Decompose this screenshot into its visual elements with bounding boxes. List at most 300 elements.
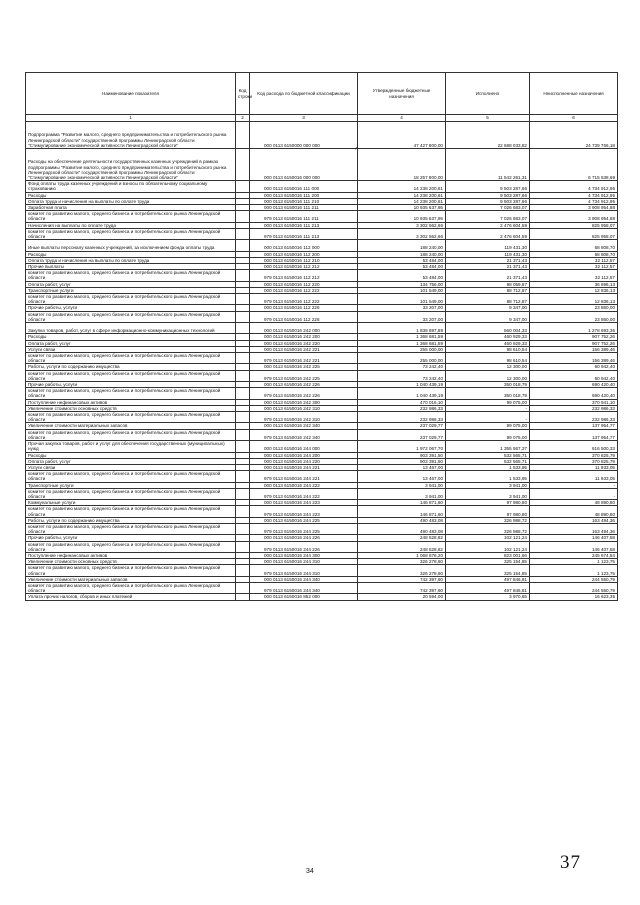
row-name: комитет по развитию малого, среднего бизнеса и потребительского рынка Ленинградской области [26,541,236,552]
row-executed: 97 980,80 [446,500,530,506]
row-approved: 1 068 676,20 [358,552,446,558]
row-approved: 248 528,82 [358,535,446,541]
row-executed: 12 300,00 [446,370,530,381]
row-budget-code: 000 0113 6150016 852 000 [250,594,358,600]
header-name: Наименование показателя [26,73,236,115]
row-unexecuted: 32 112,57 [530,264,618,270]
row-line-code [236,412,250,423]
row-name: комитет по развитию малого, среднего бизнеса и потребительского рынка Ленинградской области [26,353,236,364]
header-line: Код строки [236,73,250,115]
row-budget-code: 000 0113 6150016 242 300 [250,399,358,405]
row-line-code [236,323,250,334]
row-executed: 3 970,65 [446,594,530,600]
table-row [26,488,618,499]
row-name: Оплата работ, услуг [26,281,236,287]
row-approved: 742 397,60 [358,576,446,582]
row-unexecuted: 1 278 693,36 [530,323,618,334]
row-executed: 497 846,81 [446,576,530,582]
row-approved: 1 972 067,70 [358,441,446,452]
row-budget-code: 000 0113 6150016 111 211 [250,205,358,211]
row-unexecuted: 11 933,05 [530,464,618,470]
row-approved: 73 242,40 [358,370,446,381]
row-unexecuted: - [530,482,618,488]
row-executed: 1 355 567,37 [446,441,530,452]
row-approved: 742 397,60 [358,582,446,593]
row-executed: 532 565,71 [446,458,530,464]
row-unexecuted: 825 958,07 [530,222,618,228]
row-approved: 490 483,08 [358,523,446,534]
table-row [26,594,618,600]
row-budget-code: 979 0113 6150016 244 310 [250,565,358,576]
row-budget-code: 979 0113 6150016 244 340 [250,582,358,593]
row-executed: 3 941,00 [446,488,530,499]
row-executed: 119 431,30 [446,251,530,257]
row-executed: 88 712,87 [446,294,530,305]
row-line-code [236,488,250,499]
row-name: Оплата труда и начисления на выплаты по оплате труда [26,198,236,204]
row-line-code [236,370,250,381]
row-name: Оплата работ, услуг [26,458,236,464]
row-budget-code: 979 0113 6150016 242 226 [250,388,358,399]
row-budget-code: 000 0113 6150016 112 222 [250,287,358,293]
row-name: Работы, услуги по содержанию имущества [26,364,236,370]
row-unexecuted: 232 986,33 [530,412,618,423]
row-budget-code: 000 0113 6150016 112 200 [250,251,358,257]
row-budget-code: 000 0113 6150000 000 000 [250,122,358,149]
row-budget-code: 979 0113 6150016 112 226 [250,311,358,322]
row-name: Начисления на выплаты по оплате труда [26,222,236,228]
row-line-code [236,228,250,239]
row-unexecuted: 12 836,13 [530,287,618,293]
row-unexecuted: 3 908 954,88 [530,205,618,211]
row-executed: 21 371,43 [446,270,530,281]
table-body [26,122,618,601]
row-unexecuted: 245 674,54 [530,552,618,558]
row-name: Увеличение стоимости основных средств [26,405,236,411]
row-approved: 73 242,40 [358,364,446,370]
row-budget-code: 979 0113 6150016 244 222 [250,488,358,499]
row-executed: 99 075,00 [446,399,530,405]
row-line-code [236,240,250,251]
row-approved: 101 549,00 [358,287,446,293]
row-name: Иные выплаты персоналу казенных учреждений, за исключением фонда оплаты труда [26,240,236,251]
column-number: 4 [358,115,446,122]
table-row [26,149,618,181]
row-unexecuted: 16 623,35 [530,594,618,600]
row-budget-code: 000 0113 6150016 111 210 [250,198,358,204]
row-executed: 326 988,72 [446,517,530,523]
row-budget-code: 000 0113 6150016 242 220 [250,340,358,346]
row-executed: 99 075,00 [446,429,530,440]
row-budget-code: 000 0113 6150016 242 200 [250,334,358,340]
row-approved: 1 838 697,89 [358,323,446,334]
table-row [26,294,618,305]
row-unexecuted: 1 123,75 [530,565,618,576]
row-line-code [236,582,250,593]
row-name: комитет по развитию малого, среднего бизнеса и потребительского рынка Ленинградской области [26,488,236,499]
row-name: комитет по развитию малого, среднего бизнеса и потребительского рынка Ленинградской области [26,311,236,322]
row-budget-code: 000 0113 6150016 111 213 [250,222,358,228]
row-approved: 3 302 562,66 [358,228,446,239]
row-unexecuted: 11 933,05 [530,471,618,482]
row-executed: 12 300,00 [446,364,530,370]
table-row [26,429,618,440]
row-unexecuted: 24 739 766,18 [530,122,618,149]
row-approved: 255 000,00 [358,346,446,352]
row-unexecuted: 23 860,00 [530,311,618,322]
row-budget-code: 000 0113 6150016 112 220 [250,281,358,287]
header-approved: Утвержденные бюджетные назначения [358,73,446,115]
row-executed: 460 929,33 [446,340,530,346]
table-row [26,412,618,423]
row-name: Поступление нефинансовых активов [26,399,236,405]
row-name: Прочие выплаты [26,264,236,270]
row-approved: 1 368 681,59 [358,340,446,346]
table-row [26,353,618,364]
row-executed: 97 980,80 [446,506,530,517]
column-number: 3 [250,115,358,122]
row-approved: 53 484,00 [358,264,446,270]
row-approved: 14 238 200,61 [358,198,446,204]
row-name: Прочие работы, услуги [26,535,236,541]
row-unexecuted: 137 954,77 [530,423,618,429]
row-unexecuted: 244 550,79 [530,582,618,593]
row-unexecuted: 4 734 912,95 [530,192,618,198]
row-budget-code: 000 0113 6150016 244 220 [250,458,358,464]
row-executed: 9 503 287,66 [446,192,530,198]
row-name: Услуги связи [26,346,236,352]
table-row [26,181,618,192]
row-unexecuted: 146 407,58 [530,535,618,541]
row-approved: 188 240,00 [358,240,446,251]
row-executed: 2 476 604,59 [446,228,530,239]
row-name: комитет по развитию малого, среднего бизнеса и потребительского рынка Ленинградской области [26,270,236,281]
row-unexecuted: 68 808,70 [530,251,618,257]
row-unexecuted: 1 123,75 [530,559,618,565]
row-approved: 53 484,00 [358,270,446,281]
row-approved: 3 941,00 [358,482,446,488]
row-budget-code: 000 0113 6150016 244 300 [250,552,358,558]
row-executed: 102 121,24 [446,541,530,552]
row-name: Оплата труда и начисления на выплаты по оплате труда [26,257,236,263]
table-row [26,471,618,482]
row-executed: 560 004,33 [446,323,530,334]
row-unexecuted: 48 890,80 [530,506,618,517]
row-executed: 21 371,43 [446,257,530,263]
row-line-code [236,506,250,517]
row-name: Закупка товаров, работ, услуг в сфере информационно-коммуникационных технологий [26,323,236,334]
row-name: Оплата работ, услуг [26,340,236,346]
row-executed: 823 001,66 [446,552,530,558]
row-unexecuted: 23 860,00 [530,305,618,311]
row-budget-code: 000 0113 6150016 244 223 [250,500,358,506]
row-name: комитет по развитию малого, среднего бизнеса и потребительского рынка Ленинградской области [26,582,236,593]
row-executed: 1 533,95 [446,464,530,470]
row-line-code [236,311,250,322]
row-approved: 232 986,33 [358,405,446,411]
row-executed: 460 929,33 [446,334,530,340]
row-unexecuted: 60 942,40 [530,370,618,381]
row-unexecuted: 146 407,58 [530,541,618,552]
row-budget-code: 000 0113 6150016 244 222 [250,482,358,488]
header-executed: Исполнено [446,73,530,115]
row-line-code [236,541,250,552]
row-approved: 903 391,50 [358,458,446,464]
row-name: Увеличение стоимости основных средств [26,559,236,565]
row-executed: 98 610,54 [446,346,530,352]
row-unexecuted: 163 494,36 [530,517,618,523]
row-budget-code: 000 0113 6150016 112 000 [250,240,358,251]
row-executed: 88 712,87 [446,287,530,293]
row-approved: 248 528,82 [358,541,446,552]
row-name: Фонд оплаты труда казенных учреждений и взносы по обязательному социальному страхованию [26,181,236,192]
row-approved: 3 302 562,66 [358,222,446,228]
row-unexecuted: 60 942,40 [530,364,618,370]
row-approved: 134 756,00 [358,281,446,287]
row-name: Расходы [26,192,236,198]
row-unexecuted: 690 420,40 [530,388,618,399]
column-number-row [26,115,618,122]
row-unexecuted: - [530,488,618,499]
row-name: комитет по развитию малого, среднего бизнеса и потребительского рынка Ленинградской области [26,565,236,576]
table-row [26,565,618,576]
row-executed: 9 503 287,66 [446,181,530,192]
row-budget-code: 000 0113 6150016 244 200 [250,452,358,458]
column-number: 2 [236,115,250,122]
handwritten-sheet-number: 37 [560,852,581,873]
row-unexecuted: 156 389,46 [530,353,618,364]
row-budget-code: 979 0113 6150016 112 212 [250,270,358,281]
row-executed: 325 154,85 [446,565,530,576]
row-unexecuted: 6 715 538,69 [530,149,618,181]
row-name: Транспортные услуги [26,287,236,293]
row-budget-code: 979 0113 6150016 244 225 [250,523,358,534]
row-approved: 14 238 200,61 [358,192,446,198]
row-unexecuted: 370 825,79 [530,452,618,458]
table-row [26,211,618,222]
row-name: комитет по развитию малого, среднего бизнеса и потребительского рынка Ленинградской области [26,388,236,399]
row-name: комитет по развитию малого, среднего бизнеса и потребительского рынка Ленинградской области [26,471,236,482]
row-budget-code: 979 0113 6150016 112 222 [250,294,358,305]
row-budget-code: 979 0113 6150016 244 226 [250,541,358,552]
row-unexecuted: 32 112,57 [530,257,618,263]
table-row [26,388,618,399]
row-line-code [236,471,250,482]
row-name: Транспортные услуги [26,482,236,488]
row-line-code [236,294,250,305]
row-executed: 119 431,30 [446,240,530,251]
row-budget-code: 000 0113 6150016 244 221 [250,464,358,470]
row-approved: 53 484,00 [358,257,446,263]
column-number: 1 [26,115,236,122]
row-executed: - [446,405,530,411]
row-executed: 1 533,95 [446,471,530,482]
column-number: 5 [446,115,530,122]
row-name: Расходы на обеспечение деятельности государственных казенных учреждений в рамках подпрограммы "Развитие малого, среднего предпринимательства и потребительского рынка Ленинградской области" государственной программы Ленинградской области "Стимулирование экономической активности Ленинградской области" [26,149,236,181]
row-unexecuted: 907 752,26 [530,340,618,346]
table-row [26,506,618,517]
row-budget-code: 979 0113 6150016 244 223 [250,506,358,517]
budget-execution-table [25,72,618,601]
row-unexecuted: 825 958,07 [530,228,618,239]
row-approved: 10 935 637,95 [358,205,446,211]
row-name: Заработная плата [26,205,236,211]
row-executed: 350 018,79 [446,388,530,399]
row-approved: 237 029,77 [358,429,446,440]
row-approved: 490 483,08 [358,517,446,523]
row-approved: 13 467,00 [358,464,446,470]
row-unexecuted: 68 808,70 [530,240,618,251]
row-executed: 325 154,85 [446,559,530,565]
row-line-code [236,353,250,364]
table-row [26,240,618,251]
row-executed: 22 688 033,82 [446,122,530,149]
row-budget-code: 979 0113 6150016 242 310 [250,412,358,423]
row-unexecuted: 907 752,26 [530,334,618,340]
row-executed: 497 846,81 [446,582,530,593]
row-executed: 9 503 287,66 [446,198,530,204]
table-row [26,323,618,334]
row-unexecuted: 3 908 954,88 [530,211,618,222]
row-name: комитет по развитию малого, среднего бизнеса и потребительского рынка Ленинградской области [26,523,236,534]
row-budget-code: 000 0113 6150016 242 310 [250,405,358,411]
header-budget-code: Код расхода по бюджетной классификации [250,73,358,115]
row-name: Услуги связи [26,464,236,470]
column-number: 6 [530,115,618,122]
row-budget-code: 000 0113 6150016 000 000 [250,149,358,181]
row-line-code [236,594,250,600]
check-mark: ✓ [354,146,360,152]
row-unexecuted: 690 420,40 [530,382,618,388]
row-unexecuted: 616 500,33 [530,441,618,452]
row-executed: 102 121,24 [446,535,530,541]
row-executed: 350 018,79 [446,382,530,388]
row-name: Расходы [26,334,236,340]
row-approved: 18 257 800,00 [358,149,446,181]
table-row [26,541,618,552]
table-row [26,311,618,322]
row-executed: 532 565,71 [446,452,530,458]
header-row [26,73,618,115]
row-budget-code: 000 0113 6150016 244 226 [250,535,358,541]
row-line-code [236,388,250,399]
row-executed: 11 542 261,31 [446,149,530,181]
row-budget-code: 000 0113 6150016 112 212 [250,264,358,270]
row-approved: 1 368 681,59 [358,334,446,340]
row-approved: 13 467,00 [358,471,446,482]
row-name: Прочая закупка товаров, работ и услуг для обеспечения государственных (муниципальных) нужд [26,441,236,452]
row-unexecuted: 232 986,33 [530,405,618,411]
row-budget-code: 000 0113 6150016 244 340 [250,576,358,582]
row-line-code [236,429,250,440]
table-row [26,270,618,281]
row-unexecuted: 163 494,36 [530,523,618,534]
row-budget-code: 000 0113 6150016 242 221 [250,346,358,352]
row-approved: 14 238 200,61 [358,181,446,192]
row-approved: 470 016,10 [358,399,446,405]
row-budget-code: 000 0113 6150016 242 340 [250,423,358,429]
row-unexecuted: 4 734 912,95 [530,181,618,192]
row-approved: 101 549,00 [358,294,446,305]
row-name: Работы, услуги по содержанию имущества [26,517,236,523]
table-row [26,441,618,452]
row-approved: 1 040 439,19 [358,382,446,388]
row-budget-code: 000 0113 6150016 244 310 [250,559,358,565]
row-approved: 326 278,60 [358,565,446,576]
row-line-code [236,565,250,576]
row-name: Увеличение стоимости материальных запасов [26,576,236,582]
row-name: Расходы [26,452,236,458]
row-name: комитет по развитию малого, среднего бизнеса и потребительского рынка Ленинградской области [26,506,236,517]
row-executed: 3 941,00 [446,482,530,488]
row-name: комитет по развитию малого, среднего бизнеса и потребительского рынка Ленинградской области [26,211,236,222]
row-budget-code: 000 0113 6150016 111 200 [250,192,358,198]
row-executed: 326 988,72 [446,523,530,534]
row-budget-code: 000 0113 6150016 111 000 [250,181,358,192]
row-budget-code: 000 0113 6150016 112 226 [250,305,358,311]
row-budget-code: 000 0113 6150016 244 000 [250,441,358,452]
row-name: Прочие работы, услуги [26,382,236,388]
page-number: 34 [306,868,314,875]
row-unexecuted: 156 389,46 [530,346,618,352]
row-approved: 146 871,60 [358,500,446,506]
row-approved: 237 029,77 [358,423,446,429]
row-line-code [236,523,250,534]
row-executed: 98 059,87 [446,281,530,287]
row-budget-code: 979 0113 6150016 242 221 [250,353,358,364]
row-budget-code: 979 0113 6150016 242 340 [250,429,358,440]
row-name: комитет по развитию малого, среднего бизнеса и потребительского рынка Ленинградской области [26,294,236,305]
row-line-code [236,270,250,281]
table-row [26,582,618,593]
row-executed: 7 026 683,07 [446,205,530,211]
row-approved: 3 941,00 [358,488,446,499]
row-name: Уплата прочих налогов, сборов и иных платежей [26,594,236,600]
row-name: Поступление нефинансовых активов [26,552,236,558]
row-approved: 1 040 439,19 [358,388,446,399]
row-name: комитет по развитию малого, среднего бизнеса и потребительского рынка Ленинградской области [26,370,236,381]
row-approved: 146 871,60 [358,506,446,517]
row-executed: 98 610,54 [446,353,530,364]
row-unexecuted: 32 112,57 [530,270,618,281]
row-line-code [236,211,250,222]
row-name: комитет по развитию малого, среднего бизнеса и потребительского рынка Ленинградской области [26,228,236,239]
row-unexecuted: 12 836,13 [530,294,618,305]
row-name: Коммунальные услуги [26,500,236,506]
row-budget-code: 979 0113 6150016 111 213 [250,228,358,239]
row-executed: 9 347,00 [446,311,530,322]
row-executed: - [446,412,530,423]
row-approved: 20 594,00 [358,594,446,600]
row-budget-code: 000 0113 6150016 242 226 [250,382,358,388]
row-unexecuted: 370 825,79 [530,458,618,464]
row-approved: 47 427 800,00 [358,122,446,149]
row-approved: 10 935 637,95 [358,211,446,222]
row-line-code [236,122,250,149]
row-executed: 9 347,00 [446,305,530,311]
table-row [26,370,618,381]
row-name: комитет по развитию малого, среднего бизнеса и потребительского рынка Ленинградской области [26,412,236,423]
row-budget-code: 979 0113 6150016 244 221 [250,471,358,482]
row-approved: 188 240,00 [358,251,446,257]
row-unexecuted: 370 941,10 [530,399,618,405]
row-approved: 255 000,00 [358,353,446,364]
row-budget-code: 979 0113 6150016 111 211 [250,211,358,222]
row-budget-code: 000 0113 6150016 242 000 [250,323,358,334]
row-approved: 232 986,33 [358,412,446,423]
table-row [26,122,618,149]
row-approved: 33 207,00 [358,305,446,311]
